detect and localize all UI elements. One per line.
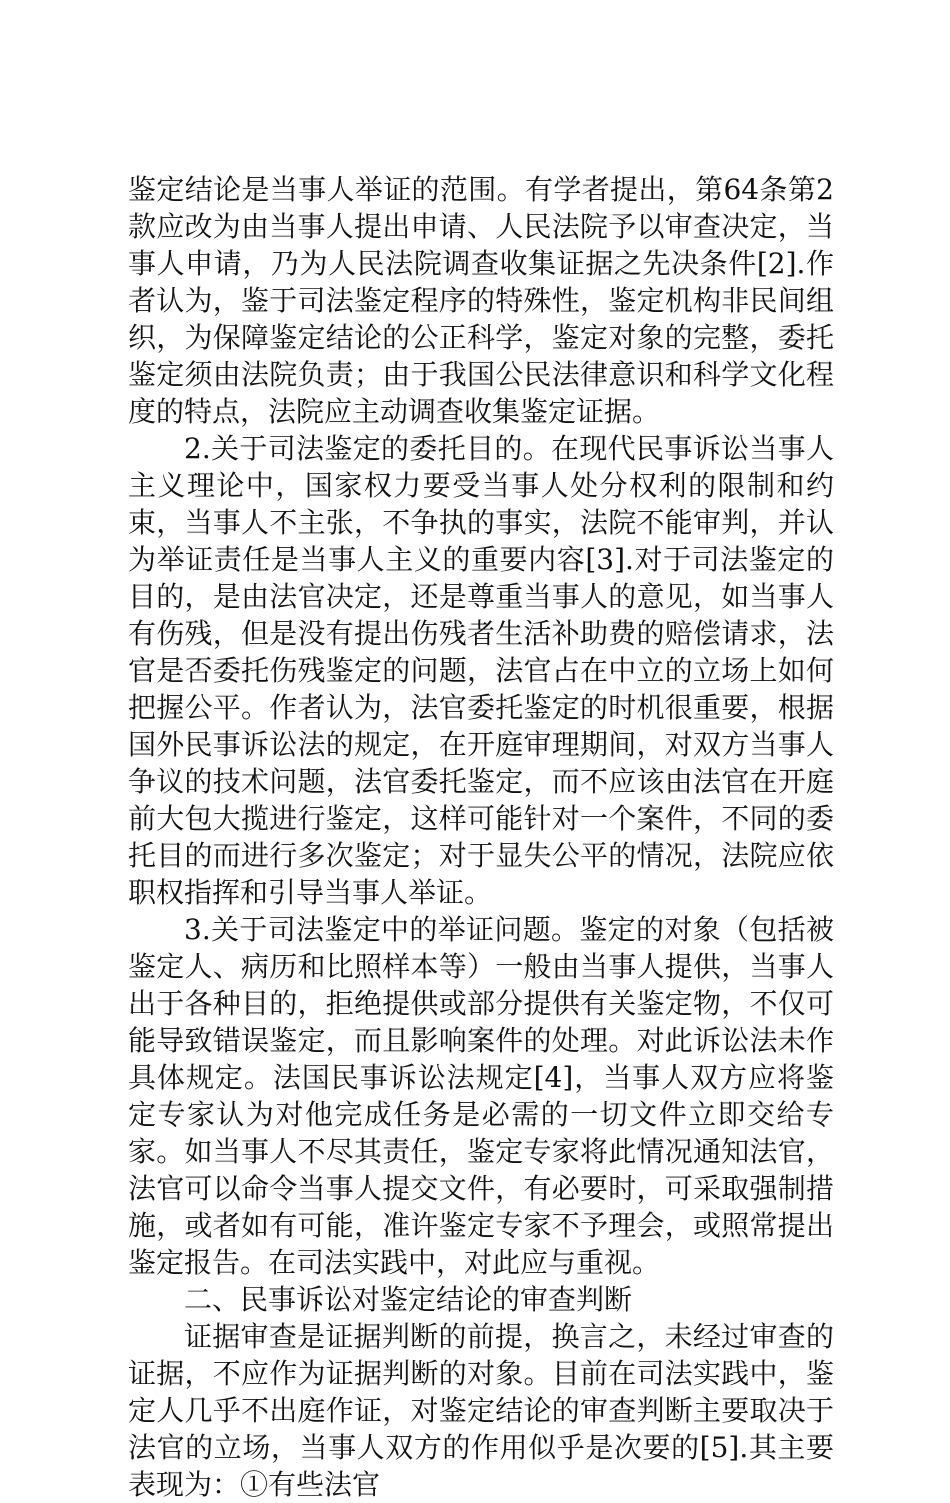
section-heading: 二、民事诉讼对鉴定结论的审查判断: [184, 1283, 633, 1316]
paragraph-entrustment-purpose: 2.关于司法鉴定的委托目的。在现代民事诉讼当事人主义理论中，国家权力要受当事人处分权利的限制和约束，当事人不主张，不争执的事实，法院不能审判，并认为举证责任是当事人主义的重要内容[3].对于司法鉴定的目的，是由法官决定，还是尊重当事人的意见，如当事人有伤残，但是没有提出伤残者生活补助费的赔偿请求，法官是否委托伤残鉴定的问题，法官占在中立的立场上如何把握公平。作者认为，法官委托鉴定的时机很重要，根据国外民事诉讼法的规定，在开庭审理期间，对双方当事人争议的技术问题，法官委托鉴定，而不应该由法官在开庭前大包大揽进行鉴定，这样可能针对一个案件，不同的委托目的而进行多次鉴定；对于显失公平的情况，法院应依职权指挥和引导当事人举证。: [128, 432, 834, 909]
paragraph-continuation: 鉴定结论是当事人举证的范围。有学者提出，第64条第2款应改为由当事人提出申请、人民法院予以审查决定，当事人申请，乃为人民法院调查收集证据之先决条件[2].作者认为，鉴于司法鉴定程序的特殊性，鉴定机构非民间组织，为保障鉴定结论的公正科学，鉴定对象的完整，委托鉴定须由法院负责；由于我国公民法律意识和科学文化程度的特点，法院应主动调查收集鉴定证据。: [128, 173, 834, 428]
document-page: [128, 171, 834, 1503]
paragraph-burden-of-proof: 3.关于司法鉴定中的举证问题。鉴定的对象（包括被鉴定人、病历和比照样本等）一般由当事人提供，当事人出于各种目的，拒绝提供或部分提供有关鉴定物，不仅可能导致错误鉴定，而且影响案件的处理。对此诉讼法未作具体规定。法国民事诉讼法规定[4]，当事人双方应将鉴定专家认为对他完成任务是必需的一切文件立即交给专家。如当事人不尽其责任，鉴定专家将此情况通知法官，法官可以命令当事人提交文件，有必要时，可采取强制措施，或者如有可能，准许鉴定专家不予理会，或照常提出鉴定报告。在司法实践中，对此应与重视。: [128, 913, 834, 1279]
paragraph-evidence-review: 证据审查是证据判断的前提，换言之，未经过审查的证据，不应作为证据判断的对象。目前在司法实践中，鉴定人几乎不出庭作证，对鉴定结论的审查判断主要取决于法官的立场，当事人双方的作用似乎是次要的[5].其主要表现为：①有些法官: [128, 1320, 834, 1501]
